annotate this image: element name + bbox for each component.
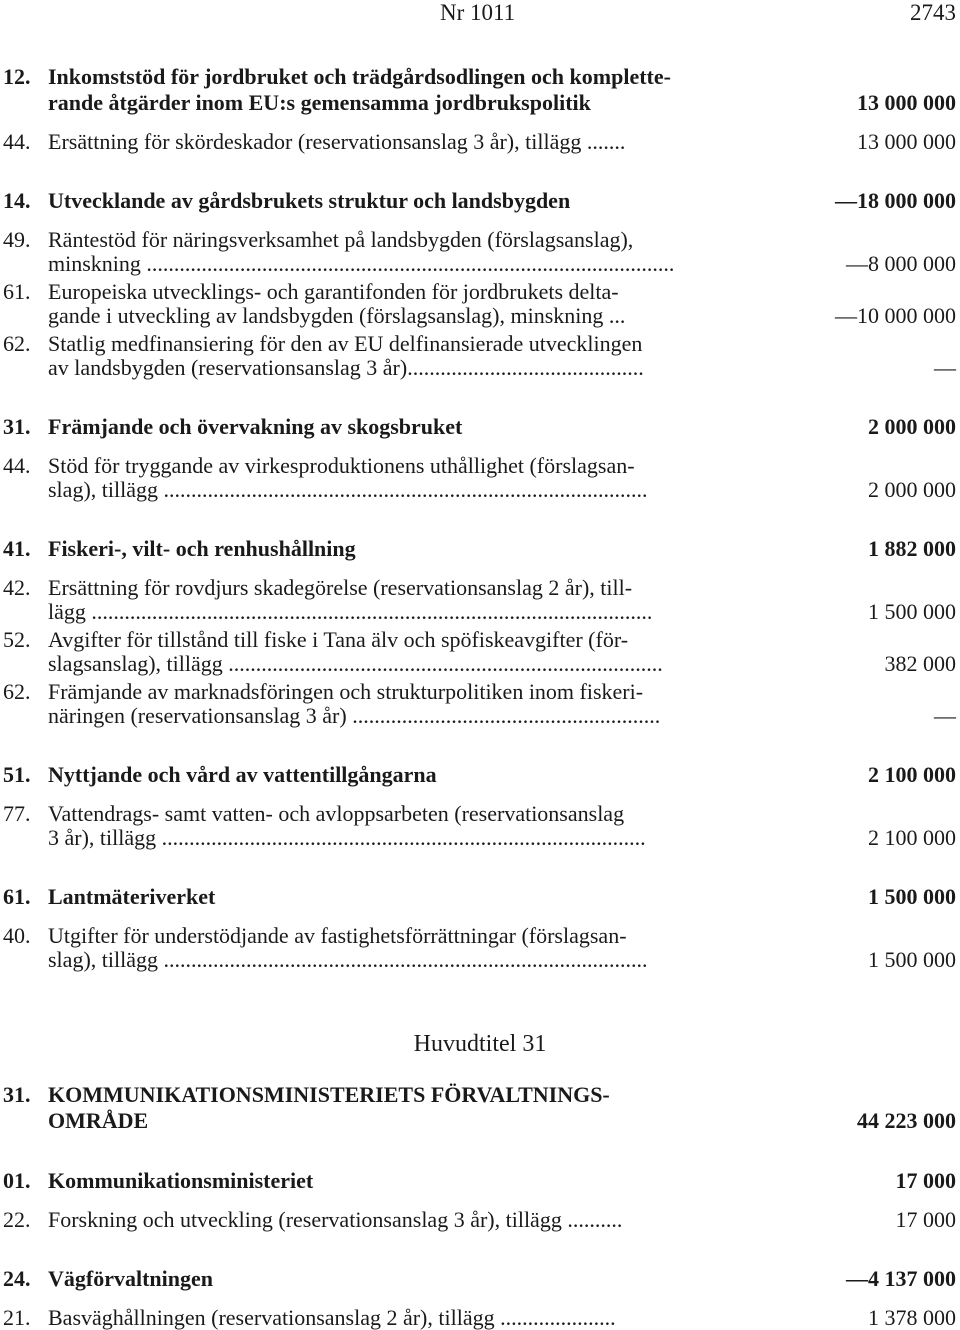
- appropriation-item-row: [0, 280, 960, 328]
- amount: 382 000: [884, 651, 956, 676]
- section-number: 31.: [3, 1082, 31, 1107]
- amount: 17 000: [895, 1168, 956, 1193]
- amount: 2 100 000: [868, 762, 956, 787]
- amount: 1 882 000: [868, 536, 956, 561]
- section-title: [48, 536, 760, 562]
- item-number: 44.: [3, 453, 31, 478]
- section-title: [48, 1168, 760, 1194]
- text-line: Basväghållningen (reservationsanslag 2 år), tillägg .....................: [48, 1306, 616, 1330]
- section-title: [48, 1082, 760, 1134]
- text-line: Europeiska utvecklings- och garantifonden för jordbrukets delta-: [48, 280, 619, 304]
- section-heading-row: [0, 1168, 960, 1194]
- amount: —8 000 000: [846, 251, 956, 276]
- text-line: Vattendrags- samt vatten- och avloppsarbeten (reservationsanslag: [48, 802, 625, 826]
- section-number: 51.: [3, 762, 31, 787]
- item-number: 42.: [3, 575, 31, 600]
- section-number: 31.: [3, 414, 31, 439]
- item-number: 62.: [3, 331, 31, 356]
- item-description: [48, 454, 760, 502]
- text-line: Fiskeri-, vilt- och renhushållning: [48, 536, 356, 561]
- item-description: [48, 228, 760, 276]
- item-number: 21.: [3, 1305, 31, 1330]
- text-line: näringen (reservationsanslag 3 år) ........................................................: [48, 704, 661, 728]
- appropriation-item-row: [0, 628, 960, 676]
- appropriation-item-row: [0, 332, 960, 380]
- section-heading-row: [0, 536, 960, 562]
- section-number: 24.: [3, 1266, 31, 1291]
- text-line: Vägförvaltningen: [48, 1266, 213, 1291]
- text-line: Främjande av marknadsföringen och strukturpolitiken inom fiskeri-: [48, 680, 644, 704]
- item-description: [48, 802, 760, 850]
- section-heading-row: [0, 414, 960, 440]
- appropriation-item-row: [0, 454, 960, 502]
- text-line: Ersättning för rovdjurs skadegörelse (reservationsanslag 2 år), till-: [48, 576, 633, 600]
- text-line: Räntestöd för näringsverksamhet på landsbygden (förslagsanslag),: [48, 228, 634, 252]
- amount: 17 000: [895, 1207, 956, 1232]
- appropriation-item-row: [0, 1208, 960, 1232]
- text-line: Forskning och utveckling (reservationsanslag 3 år), tillägg ..........: [48, 1208, 623, 1232]
- amount: —: [934, 703, 956, 728]
- amount: —4 137 000: [846, 1266, 956, 1291]
- text-line: av landsbygden (reservationsanslag 3 år)...........................................: [48, 356, 644, 380]
- section-title: [48, 188, 760, 214]
- amount: 2 000 000: [868, 477, 956, 502]
- item-description: [48, 332, 760, 380]
- text-line: Statlig medfinansiering för den av EU delfinansierade utvecklingen: [48, 332, 643, 356]
- text-line: KOMMUNIKATIONSMINISTERIETS FÖRVALTNINGS-: [48, 1082, 610, 1107]
- text-line: Ersättning för skördeskador (reservationsanslag 3 år), tillägg .......: [48, 130, 626, 154]
- text-line: Utgifter för understödjande av fastighetsförrättningar (förslagsan-: [48, 924, 627, 948]
- text-line: gande i utveckling av landsbygden (förslagsanslag), minskning ...: [48, 304, 626, 328]
- text-line: minskning ................................................................................................: [48, 252, 675, 276]
- text-line: slagsanslag), tillägg ...............................................................................: [48, 652, 663, 676]
- section-heading-row: [0, 64, 960, 116]
- item-number: 44.: [3, 129, 31, 154]
- text-line: rande åtgärder inom EU:s gemensamma jordbrukspolitik: [48, 90, 591, 115]
- document-number: Nr 1011: [440, 0, 516, 25]
- page-number: 2743: [910, 0, 956, 25]
- amount: 13 000 000: [857, 129, 956, 154]
- text-line: Avgifter för tillstånd till fiske i Tana älv och spöfiskeavgifter (för-: [48, 628, 629, 652]
- amount: 2 100 000: [868, 825, 956, 850]
- amount: 1 378 000: [868, 1305, 956, 1330]
- text-line: Främjande och övervakning av skogsbruket: [48, 414, 463, 439]
- amount: 2 000 000: [868, 414, 956, 439]
- section-heading-row: [0, 884, 960, 910]
- text-line: 3 år), tillägg ........................................................................................: [48, 826, 646, 850]
- section-heading-row: [0, 1082, 960, 1134]
- section-title: [48, 414, 760, 440]
- section-title: [48, 1266, 760, 1292]
- amount: —: [934, 355, 956, 380]
- text-line: Stöd för tryggande av virkesproduktionens uthållighet (förslagsan-: [48, 454, 635, 478]
- amount: 13 000 000: [857, 90, 956, 115]
- appropriation-item-row: [0, 924, 960, 972]
- item-number: 49.: [3, 227, 31, 252]
- page-header: [0, 1, 960, 27]
- item-number: 77.: [3, 801, 31, 826]
- item-description: [48, 628, 760, 676]
- text-line: lägg ......................................................................................................: [48, 600, 653, 624]
- section-number: 12.: [3, 64, 31, 89]
- text-line: Inkomststöd för jordbruket och trädgårdsodlingen och komplette-: [48, 64, 671, 89]
- item-number: 22.: [3, 1207, 31, 1232]
- text-line: Kommunikationsministeriet: [48, 1168, 314, 1193]
- appropriation-item-row: [0, 130, 960, 154]
- item-description: [48, 280, 760, 328]
- appropriation-item-row: [0, 576, 960, 624]
- text-line: OMRÅDE: [48, 1108, 149, 1133]
- text-line: slag), tillägg ........................................................................................: [48, 478, 648, 502]
- amount: 1 500 000: [868, 599, 956, 624]
- item-number: 62.: [3, 679, 31, 704]
- item-description: [48, 576, 760, 624]
- section-number: 14.: [3, 188, 31, 213]
- huvudtitel-heading: Huvudtitel 31: [413, 1031, 547, 1057]
- item-number: 52.: [3, 627, 31, 652]
- text-line: slag), tillägg ........................................................................................: [48, 948, 648, 972]
- section-title: [48, 64, 760, 116]
- section-title: [48, 762, 760, 788]
- appropriation-item-row: [0, 802, 960, 850]
- amount: 1 500 000: [868, 947, 956, 972]
- item-number: 61.: [3, 279, 31, 304]
- amount: —18 000 000: [835, 188, 956, 213]
- section-heading-row: [0, 762, 960, 788]
- section-title: [48, 884, 760, 910]
- item-description: [48, 680, 760, 728]
- amount: —10 000 000: [835, 303, 956, 328]
- item-description: [48, 924, 760, 972]
- section-heading-row: [0, 1266, 960, 1292]
- appropriation-item-row: [0, 680, 960, 728]
- text-line: Nyttjande och vård av vattentillgångarna: [48, 762, 437, 787]
- item-description: [48, 1208, 760, 1232]
- appropriation-item-row: [0, 228, 960, 276]
- item-description: [48, 1306, 760, 1330]
- appropriation-item-row: [0, 1306, 960, 1330]
- section-heading-row: [0, 188, 960, 214]
- section-number: 61.: [3, 884, 31, 909]
- section-number: 01.: [3, 1168, 31, 1193]
- amount: 44 223 000: [857, 1108, 956, 1133]
- text-line: Lantmäteriverket: [48, 884, 216, 909]
- text-line: Utvecklande av gårdsbrukets struktur och landsbygden: [48, 188, 571, 213]
- amount: 1 500 000: [868, 884, 956, 909]
- item-number: 40.: [3, 923, 31, 948]
- item-description: [48, 130, 760, 154]
- section-number: 41.: [3, 536, 31, 561]
